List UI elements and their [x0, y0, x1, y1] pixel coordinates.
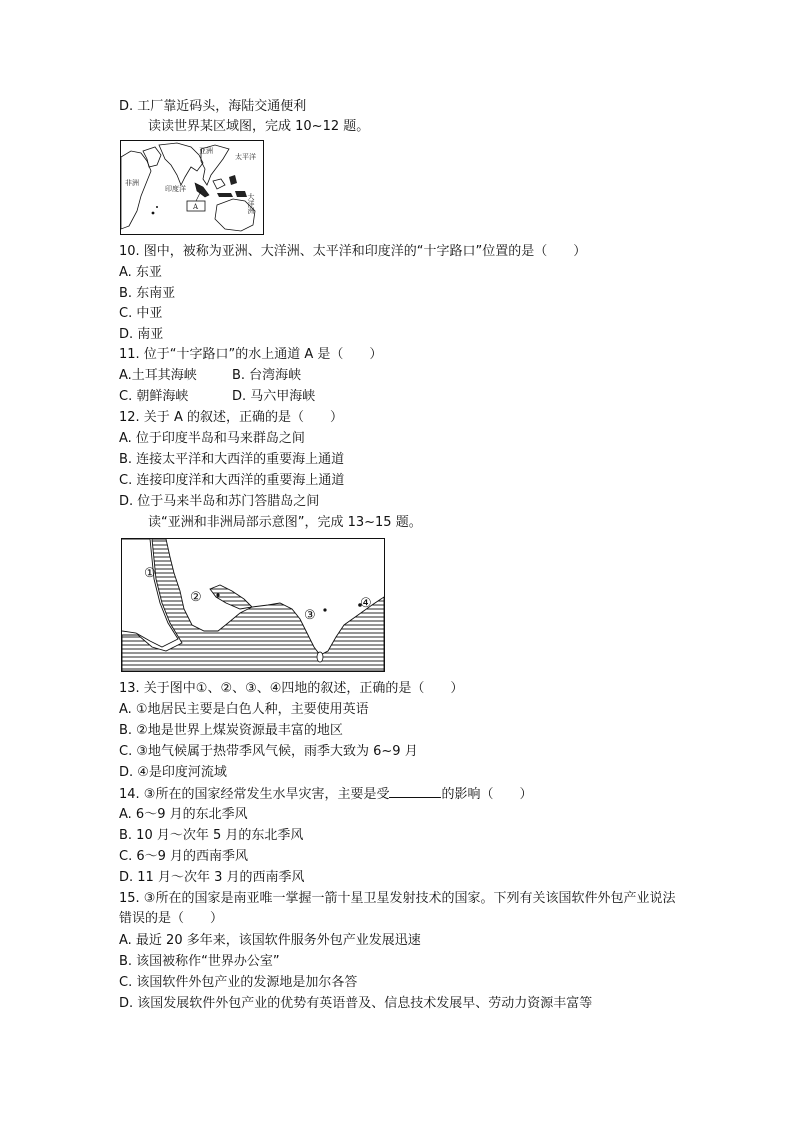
map1-label-a: A	[193, 203, 199, 211]
map1-asia-label: 亚洲	[199, 147, 213, 155]
map1-africa-label: 非洲	[125, 179, 139, 187]
asia-africa-sketch-svg	[122, 539, 384, 671]
q14-option-a: A. 6～9 月的东北季风	[119, 807, 248, 822]
q13-option-d: D. ④是印度河流域	[119, 765, 227, 780]
map1-indian-ocean-label: 印度洋	[165, 185, 186, 193]
q10-option-d: D. 南亚	[119, 327, 164, 342]
q14-option-b: B. 10 月～次年 5 月的东北季风	[119, 828, 304, 843]
option-d-previous: D. 工厂靠近码头，海陆交通便利	[119, 99, 307, 114]
q12-option-b: B. 连接太平洋和大西洋的重要海上通道	[119, 452, 345, 467]
reading-instruction-2: 读“亚洲和非洲局部示意图”，完成 13~15 题。	[148, 515, 422, 530]
q10-option-c: C. 中亚	[119, 306, 163, 321]
q13-option-b: B. ②地是世界上煤炭资源最丰富的地区	[119, 723, 343, 738]
q14-option-c: C. 6～9 月的西南季风	[119, 849, 249, 864]
question-14	[119, 784, 532, 805]
asia-africa-sketch-map	[121, 538, 385, 672]
q13-option-c: C. ③地气候属于热带季风气候，雨季大致为 6~9 月	[119, 744, 418, 759]
question-14-text-end: 的影响（ ）	[441, 787, 533, 802]
reading-instruction-1: 读读世界某区域图，完成 10~12 题。	[148, 119, 370, 134]
map1-oceania-label: 大洋洲	[247, 193, 255, 214]
q12-option-d: D. 位于马来半岛和苏门答腊岛之间	[119, 494, 320, 509]
q12-option-a: A. 位于印度半岛和马来群岛之间	[119, 431, 305, 446]
q11-option-c: C. 朝鲜海峡	[119, 389, 189, 404]
q13-option-a: A. ①地居民主要是白色人种，主要使用英语	[119, 702, 369, 717]
q11-option-d: D. 马六甲海峡	[232, 389, 316, 404]
marker-1: ①	[144, 566, 156, 581]
marker-3: ③	[304, 608, 316, 623]
question-12: 12. 关于 A 的叙述，正确的是（ ）	[119, 410, 343, 425]
marker-2: ②	[190, 590, 202, 605]
world-region-map-svg	[121, 141, 263, 234]
map1-pacific-label: 太平洋	[235, 153, 256, 161]
marker-4: ④	[360, 596, 372, 611]
q12-option-c: C. 连接印度洋和大西洋的重要海上通道	[119, 473, 345, 488]
q15-option-c: C. 该国软件外包产业的发源地是加尔各答	[119, 975, 358, 990]
question-13: 13. 关于图中①、②、③、④四地的叙述，正确的是（ ）	[119, 681, 464, 696]
answer-blank	[389, 784, 441, 798]
q15-option-b: B. 该国被称作“世界办公室”	[119, 954, 280, 969]
question-14-text-start: 14. ③所在的国家经常发生水旱灾害，主要是受	[119, 787, 390, 802]
q10-option-b: B. 东南亚	[119, 286, 176, 301]
question-10: 10. 图中，被称为亚洲、大洋洲、太平洋和印度洋的“十字路口”位置的是（ ）	[119, 244, 587, 259]
q11-option-a: A.土耳其海峡	[119, 368, 197, 383]
q15-option-d: D. 该国发展软件外包产业的优势有英语普及、信息技术发展早、劳动力资源丰富等	[119, 996, 593, 1011]
q14-option-d: D. 11 月～次年 3 月的西南季风	[119, 870, 305, 885]
q11-option-b: B. 台湾海峡	[232, 368, 302, 383]
question-15: 15. ③所在的国家是南亚唯一掌握一箭十星卫星发射技术的国家。下列有关该国软件外包产业说法错误的是（ ）	[119, 891, 676, 926]
q15-option-a: A. 最近 20 多年来，该国软件服务外包产业发展迅速	[119, 933, 421, 948]
question-11: 11. 位于“十字路口”的水上通道 A 是（ ）	[119, 347, 383, 362]
world-region-map	[120, 140, 264, 235]
q10-option-a: A. 东亚	[119, 265, 162, 280]
